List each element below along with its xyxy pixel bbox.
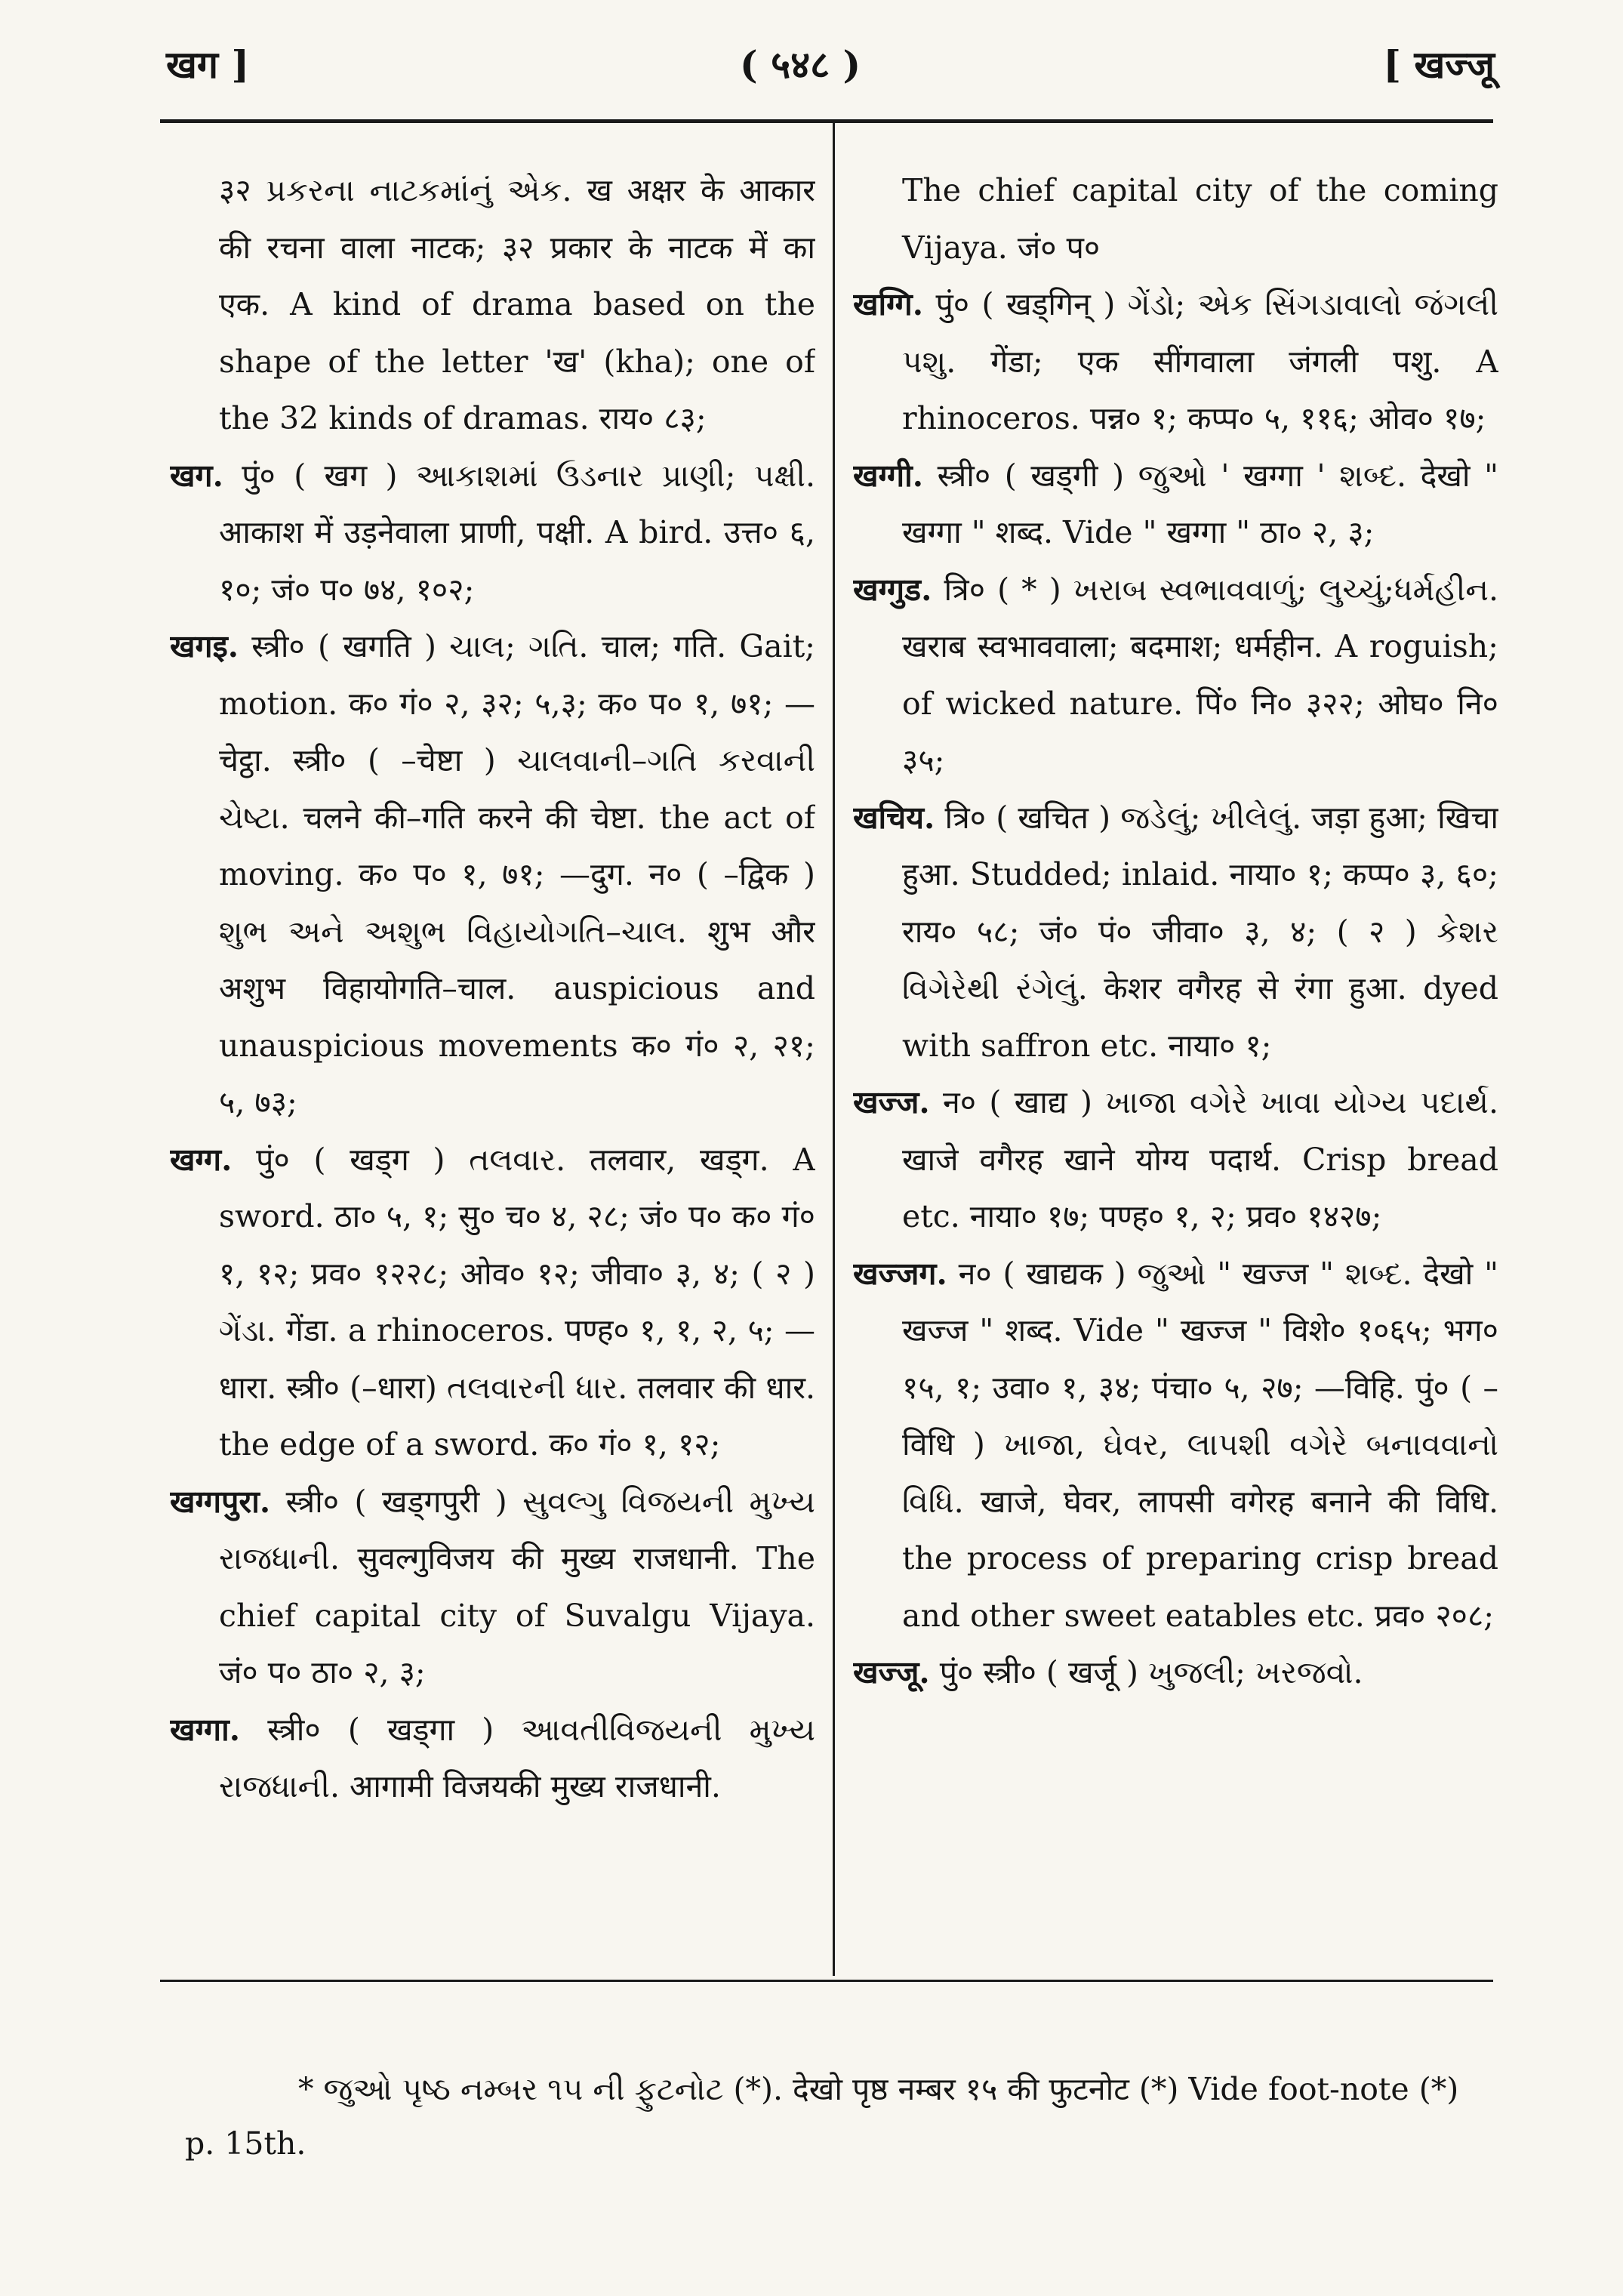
dictionary-entry xyxy=(853,1644,1498,1702)
entry-headword: खचिय. xyxy=(853,799,935,836)
page-number: ( ५४८ ) xyxy=(740,42,861,87)
entry-headword: खग्गुड. xyxy=(853,571,932,608)
right-guide-word: [ खज्जू xyxy=(1383,42,1495,87)
header-rule xyxy=(160,119,1493,123)
entry-definition: स्त्री० ( खड्गा ) આવતીવિજયની મુખ્ય રાજધાની. आगामी विजयकी मुख्य राजधानी. xyxy=(219,1711,815,1804)
entry-definition: स्त्री० ( खड्गी ) જુઓ ' खग्गा ' શબ્દ. देखो " खग्गा " शब्द. Vide " खग्गा " ठा० २, ३; xyxy=(902,457,1498,550)
entry-headword: खज्जू. xyxy=(853,1654,930,1690)
entry-definition: स्त्री० ( खगति ) ચાલ; ગતિ. चाल; गति. Gait; motion. क० गं० २, ३२; ५,३; क० प० १, ७१; —चेट्ठा. स्त्री० ( –चेष्टा ) ચાલવાની–ગતિ કરવાની ચેષ્ટા. चलने की–गति करने की चेष्टा. the act of moving. क० प० १, ७१; —दुग. न० ( –द्विक ) શુભ અને અશુભ વિહાયોગતિ–ચાલ. शुभ और अशुभ विहायोगति–चाल. auspicious and unauspicious movements क० गं० २, २१; ५, ७३; xyxy=(219,628,815,1120)
entry-headword: खग्गि. xyxy=(853,286,924,322)
entry-headword: खज्जग. xyxy=(853,1255,947,1292)
entry-definition: पुं० ( खड्ग ) તલવાર. तलवार, खड्ग. A sword. ठा० ५, १; सु० च० ४, २८; जं० प० क० गं० १, १२; प्रव० १२२८; ओव० १२; जीवा० ३, ४; ( २ ) ગેંડા. गेंडा. a rhinoceros. पण्ह० १, १, २, ५; —धारा. स्त्री० (–धारा) તલવારની ધાર. तलवार की धार. the edge of a sword. क० गं० १, १२; xyxy=(219,1141,815,1462)
entry-definition: त्रि० ( खचित ) જડેલું; ખીલેલું. जड़ा हुआ; खिचा हुआ. Studded; inlaid. नाया० १; कप्प० ३, ६०; राय० ५८; जं० पं० जीवा० ३, ४; ( २ ) કેશર વિગેરેથી રંગેલું. केशर वगैरह से रंगा हुआ. dyed with saffron etc. नाया० १; xyxy=(902,799,1498,1064)
entry-headword: खग. xyxy=(170,457,223,494)
entry-definition: न० ( खाद्यक ) જુઓ " खज्ज " શબ્દ. देखो " खज्ज " शब्द. Vide " खज्ज " विशे० १०६५; भग० १५, १; उवा० १, ३४; पंचा० ५, २७; —विहि. पुं० ( –विधि ) ખાજા, ઘેવર, લાપશી વગેરે બનાવવાનો વિધિ. खाजे, घेवर, लापसी वगेरह बनाने की विधि. the process of preparing crisp bread and other sweet eatables etc. प्रव० २०८; xyxy=(902,1255,1498,1634)
dictionary-entry xyxy=(853,790,1498,1075)
dictionary-entry xyxy=(170,448,815,619)
entry-headword: खग्गी. xyxy=(853,457,924,494)
dictionary-entry xyxy=(170,1474,815,1702)
dictionary-entry xyxy=(170,1702,815,1816)
entry-headword: खगइ. xyxy=(170,628,239,664)
column-divider xyxy=(833,122,835,1976)
left-guide-word: खग ] xyxy=(166,42,250,87)
page-header xyxy=(166,30,1495,98)
footnote: * જુઓ પૃષ્ઠ નમ્બર ૧૫ ની ફુટનોટ (*). देखो पृष्ठ नम्बर १५ की फुटनोट (*) Vide foot-note (*) p. 15th. xyxy=(185,2071,1459,2162)
entry-headword: खज्ज. xyxy=(853,1084,930,1120)
entry-headword: खग्ग. xyxy=(170,1141,233,1178)
entry-definition: पुं० स्त्री० ( खर्जू ) ખુજલી; ખરજવો. xyxy=(939,1654,1363,1690)
entry-definition: पुं० ( खड्गिन् ) ગેંડો; એક સિંગડાવાલો જંગલી પશુ. गेंडा; एक सींगवाला जंगली पशु. A rhinoceros. पन्न० १; कप्प० ५, ११६; ओव० १७; xyxy=(902,286,1498,436)
footnote-rule xyxy=(160,1980,1493,1982)
entry-definition: पुं० ( खग ) આકાશમાં ઉડનાર પ્રાણી; પક્ષી. आकाश में उड़नेवाला प्राणी, पक्षी. A bird. उत्त० ६, १०; जं० प० ७४, १०२; xyxy=(219,457,815,608)
dictionary-entry xyxy=(853,562,1498,790)
right-column xyxy=(853,162,1498,1971)
dictionary-entry xyxy=(170,618,815,1132)
entry-definition: स्त्री० ( खड्गपुरी ) સુવલ્ગુ વિજયની મુખ્ય રાજધાની. सुवल्गुविजय की मुख्य राजधानी. The chief capital city of Suvalgu Vijaya. जं० प० ठा० २, ३; xyxy=(219,1483,815,1690)
continued-entry-text: The chief capital city of the coming Vijaya. जं० प० xyxy=(902,172,1498,266)
dictionary-entry xyxy=(853,1246,1498,1645)
entry-definition: त्रि० ( * ) ખરાબ સ્વભાવવાળું; લુચ્ચું;ધર્મહીન. खराब स्वभाववाला; बदमाश; धर्महीन. A roguish; of wicked nature. पिं० नि० ३२२; ओघ० नि० ३५; xyxy=(902,571,1498,778)
dictionary-entry xyxy=(853,1074,1498,1246)
dictionary-entry xyxy=(170,1132,815,1474)
dictionary-entry xyxy=(853,448,1498,562)
entry-headword: खग्गपुरा. xyxy=(170,1483,271,1520)
dictionary-entry xyxy=(853,276,1498,448)
entry-definition: न० ( खाद्य ) ખાજા વગેરે ખાવા યોગ્ય પદાર્થ. खाजे वगैरह खाने योग्य पदार्थ. Crisp bread etc. नाया० १७; पण्ह० १, २; प्रव० १४२७; xyxy=(902,1084,1498,1234)
left-column xyxy=(170,162,815,1971)
entry-headword: खग्गा. xyxy=(170,1711,241,1748)
continued-entry-text: ३२ પ્રકરના નાટકમાંનું એક. ख अक्षर के आकार की रचना वाला नाटक; ३२ प्रकार के नाटक में का एक. A kind of drama based on the shape of the letter 'ख' (kha); one of the 32 kinds of dramas. राय० ८३; xyxy=(219,172,815,436)
